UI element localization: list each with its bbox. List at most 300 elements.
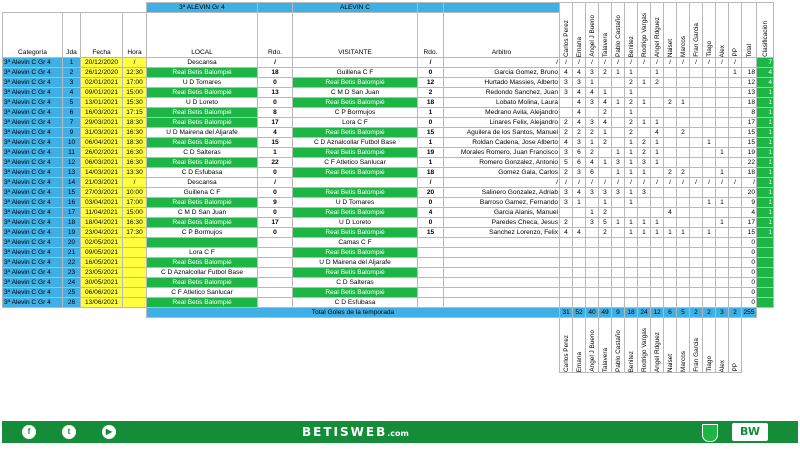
cell-clasificacion: 1 bbox=[757, 118, 774, 128]
cell-total: 15 bbox=[742, 228, 757, 238]
cell-goals bbox=[638, 88, 651, 98]
col-player-5: Pablo Castaño bbox=[612, 3, 625, 58]
cell-goals: 1 bbox=[651, 218, 664, 228]
cell-rdo-local bbox=[258, 238, 293, 248]
cell-clasificacion: 1 bbox=[757, 188, 774, 198]
cell-arbitro bbox=[444, 238, 560, 248]
cell-categoria: 3ª Alevin C Gr 4 bbox=[3, 138, 63, 148]
cell-goals: 1 bbox=[638, 168, 651, 178]
cell-goals: 2 bbox=[560, 218, 573, 228]
cell-hora: 17:00 bbox=[123, 198, 147, 208]
cell-goals bbox=[677, 108, 690, 118]
cell-goals: 2 bbox=[625, 118, 638, 128]
cell-jornada: 24 bbox=[63, 278, 81, 288]
cell-goals bbox=[560, 208, 573, 218]
table-row bbox=[3, 198, 774, 208]
cell-goals bbox=[729, 288, 742, 298]
cell-goals: 4 bbox=[573, 188, 586, 198]
table-row bbox=[3, 188, 774, 198]
cell-goals: 4 bbox=[664, 208, 677, 218]
cell-goals bbox=[690, 128, 703, 138]
cell-goals: 4 bbox=[560, 228, 573, 238]
cell-arbitro bbox=[444, 278, 560, 288]
cell-rdo-visitante: 0 bbox=[418, 68, 444, 78]
cell-visitante bbox=[293, 58, 418, 68]
cell-clasificacion: 4 bbox=[757, 68, 774, 78]
cell-goals bbox=[703, 118, 716, 128]
cell-visitante: U D Tomares bbox=[293, 198, 418, 208]
cell-goals: 4 bbox=[573, 98, 586, 108]
cell-local: Descansa bbox=[147, 58, 258, 68]
cell-hora bbox=[123, 288, 147, 298]
cell-clasificacion: 1 bbox=[757, 98, 774, 108]
cell-visitante: Real Betis Balompié bbox=[293, 78, 418, 88]
cell-local: Real Betis Balompié bbox=[147, 298, 258, 308]
cell-jornada: 13 bbox=[63, 168, 81, 178]
cell-goals bbox=[690, 228, 703, 238]
cell-rdo-visitante bbox=[418, 268, 444, 278]
cell-goals: 1 bbox=[599, 158, 612, 168]
cell-hora bbox=[123, 278, 147, 288]
cell-goals bbox=[573, 238, 586, 248]
table-row bbox=[3, 238, 774, 248]
cell-hora: 18:30 bbox=[123, 118, 147, 128]
cell-total: 22 bbox=[742, 158, 757, 168]
cell-goals: 4 bbox=[573, 118, 586, 128]
cell-goals bbox=[677, 278, 690, 288]
cell-total: 0 bbox=[742, 288, 757, 298]
cell-goals bbox=[729, 138, 742, 148]
cell-hora: 18:30 bbox=[123, 138, 147, 148]
cell-rdo-visitante: 15 bbox=[418, 128, 444, 138]
cell-goals: 3 bbox=[573, 138, 586, 148]
col-local: LOCAL bbox=[147, 13, 258, 58]
cell-visitante: Real Betis Balompié bbox=[293, 208, 418, 218]
cell-goals: / bbox=[716, 58, 729, 68]
cell-fecha: 11/04/2021 bbox=[81, 208, 123, 218]
cell-goals bbox=[703, 298, 716, 308]
cell-rdo-local bbox=[258, 278, 293, 288]
cell-fecha: 03/04/2021 bbox=[81, 198, 123, 208]
cell-jornada: 10 bbox=[63, 138, 81, 148]
table-row bbox=[3, 108, 774, 118]
total-value: 2 bbox=[690, 308, 703, 318]
table-row bbox=[3, 138, 774, 148]
cell-goals: / bbox=[573, 58, 586, 68]
cell-goals bbox=[573, 218, 586, 228]
cell-rdo-local: / bbox=[258, 58, 293, 68]
col-player-11: Fran Garcia bbox=[690, 3, 703, 58]
cell-arbitro bbox=[444, 258, 560, 268]
cell-goals: 1 bbox=[651, 68, 664, 78]
cell-categoria: 3ª Alevin C Gr 4 bbox=[3, 178, 63, 188]
cell-goals: 3 bbox=[560, 78, 573, 88]
cell-jornada: 14 bbox=[63, 178, 81, 188]
cell-goals bbox=[612, 128, 625, 138]
cell-fecha: 23/04/2021 bbox=[81, 228, 123, 238]
cell-goals bbox=[573, 288, 586, 298]
cell-hora: 16:30 bbox=[123, 148, 147, 158]
cell-goals bbox=[599, 278, 612, 288]
cell-goals bbox=[703, 218, 716, 228]
cell-total: 9 bbox=[742, 198, 757, 208]
cell-goals: 1 bbox=[716, 168, 729, 178]
cell-categoria: 3ª Alevin C Gr 4 bbox=[3, 278, 63, 288]
cell-fecha: 21/03/2021 bbox=[81, 178, 123, 188]
cell-goals bbox=[690, 188, 703, 198]
cell-goals: 2 bbox=[586, 128, 599, 138]
cell-local: Real Betis Balompié bbox=[147, 138, 258, 148]
cell-rdo-local: 18 bbox=[258, 68, 293, 78]
cell-rdo-visitante: 0 bbox=[418, 218, 444, 228]
cell-clasificacion: 1 bbox=[757, 108, 774, 118]
cell-goals bbox=[729, 188, 742, 198]
table-row bbox=[3, 68, 774, 78]
cell-rdo-local: 8 bbox=[258, 108, 293, 118]
cell-goals bbox=[729, 198, 742, 208]
cell-goals: 6 bbox=[573, 148, 586, 158]
cell-goals bbox=[586, 268, 599, 278]
cell-visitante: U D Loreto bbox=[293, 218, 418, 228]
cell-fecha: 06/03/2021 bbox=[81, 158, 123, 168]
cell-goals bbox=[690, 88, 703, 98]
twitter-icon[interactable]: t bbox=[62, 425, 76, 439]
cell-categoria: 3ª Alevin C Gr 4 bbox=[3, 78, 63, 88]
table-row bbox=[3, 208, 774, 218]
cell-categoria: 3ª Alevin C Gr 4 bbox=[3, 118, 63, 128]
cell-goals bbox=[586, 248, 599, 258]
cell-goals bbox=[729, 158, 742, 168]
cell-goals bbox=[677, 148, 690, 158]
cell-goals: / bbox=[664, 178, 677, 188]
cell-goals bbox=[716, 258, 729, 268]
table-row bbox=[3, 258, 774, 268]
cell-goals: 1 bbox=[612, 148, 625, 158]
cell-jornada: 3 bbox=[63, 78, 81, 88]
cell-local: Real Betis Balompié bbox=[147, 218, 258, 228]
cell-goals: 4 bbox=[573, 228, 586, 238]
cell-goals: 1 bbox=[625, 138, 638, 148]
cell-categoria: 3ª Alevin C Gr 4 bbox=[3, 68, 63, 78]
cell-goals bbox=[612, 248, 625, 258]
cell-rdo-visitante: 15 bbox=[418, 228, 444, 238]
cell-visitante: Real Betis Balompié bbox=[293, 248, 418, 258]
cell-visitante: C D Aznalcollar Futbol Base bbox=[293, 138, 418, 148]
table-row bbox=[3, 78, 774, 88]
cell-goals bbox=[729, 148, 742, 158]
cell-hora: 12:30 bbox=[123, 68, 147, 78]
cell-hora: 17:00 bbox=[123, 78, 147, 88]
cell-goals bbox=[703, 248, 716, 258]
cell-goals: / bbox=[638, 58, 651, 68]
cell-goals bbox=[612, 268, 625, 278]
cell-goals: 3 bbox=[573, 78, 586, 88]
cell-hora: 16:30 bbox=[123, 158, 147, 168]
cell-hora: 13:30 bbox=[123, 168, 147, 178]
cell-fecha: 13/06/2021 bbox=[81, 298, 123, 308]
cell-arbitro bbox=[444, 288, 560, 298]
cell-visitante: Real Betis Balompié bbox=[293, 168, 418, 178]
cell-goals: 3 bbox=[586, 218, 599, 228]
cell-goals bbox=[638, 298, 651, 308]
cell-goals bbox=[690, 98, 703, 108]
cell-goals bbox=[716, 298, 729, 308]
cell-goals: / bbox=[625, 58, 638, 68]
cell-categoria: 3ª Alevin C Gr 4 bbox=[3, 268, 63, 278]
cell-goals: / bbox=[651, 178, 664, 188]
cell-rdo-visitante bbox=[418, 248, 444, 258]
cell-goals: 4 bbox=[560, 138, 573, 148]
cell-jornada: 9 bbox=[63, 128, 81, 138]
cell-hora: 15:00 bbox=[123, 208, 147, 218]
cell-categoria: 3ª Alevin C Gr 4 bbox=[3, 88, 63, 98]
table-row bbox=[3, 228, 774, 238]
cell-goals: 3 bbox=[586, 188, 599, 198]
cell-goals bbox=[573, 278, 586, 288]
team-title: ALEVIN C bbox=[293, 3, 418, 13]
cell-local: Real Betis Balompié bbox=[147, 278, 258, 288]
cell-visitante: Real Betis Balompié bbox=[293, 228, 418, 238]
cell-goals: / bbox=[599, 178, 612, 188]
col-rdo-visitante: Rdo. bbox=[418, 13, 444, 58]
cell-fecha: 02/01/2021 bbox=[81, 78, 123, 88]
total-value: 3 bbox=[716, 308, 729, 318]
youtube-icon[interactable]: ▶ bbox=[102, 425, 116, 439]
total-value: 2 bbox=[729, 308, 742, 318]
totals-row bbox=[3, 308, 774, 318]
cell-goals bbox=[729, 88, 742, 98]
cell-goals: 3 bbox=[612, 188, 625, 198]
cell-goals bbox=[573, 248, 586, 258]
cell-fecha: 30/05/2021 bbox=[81, 278, 123, 288]
cell-goals bbox=[716, 278, 729, 288]
cell-local: U D Loreto bbox=[147, 98, 258, 108]
cell-goals: 2 bbox=[560, 168, 573, 178]
cell-clasificacion: 1 bbox=[757, 198, 774, 208]
cell-clasificacion bbox=[757, 268, 774, 278]
col-rdo-local: Rdo. bbox=[258, 13, 293, 58]
cell-arbitro: Lobato Molina, Laura bbox=[444, 98, 560, 108]
footer-player-label: Emana bbox=[573, 318, 586, 373]
fixtures-table bbox=[2, 2, 774, 373]
cell-jornada: 18 bbox=[63, 218, 81, 228]
cell-goals: / bbox=[638, 178, 651, 188]
cell-hora bbox=[123, 248, 147, 258]
cell-goals: / bbox=[703, 178, 716, 188]
cell-goals bbox=[664, 88, 677, 98]
cell-clasificacion bbox=[757, 238, 774, 248]
cell-goals: 1 bbox=[716, 148, 729, 158]
cell-goals bbox=[677, 78, 690, 88]
cell-fecha: 26/02/2021 bbox=[81, 148, 123, 158]
cell-goals bbox=[677, 248, 690, 258]
total-value: 255 bbox=[743, 309, 755, 316]
cell-clasificacion bbox=[757, 288, 774, 298]
cell-goals bbox=[625, 298, 638, 308]
footer-player-label: Talavera bbox=[599, 318, 612, 373]
cell-goals: 5 bbox=[560, 158, 573, 168]
cell-total: 15 bbox=[742, 128, 757, 138]
cell-hora: 17:30 bbox=[123, 228, 147, 238]
cell-rdo-visitante bbox=[418, 258, 444, 268]
cell-goals: 5 bbox=[599, 218, 612, 228]
cell-goals bbox=[664, 298, 677, 308]
cell-goals: 1 bbox=[625, 68, 638, 78]
cell-goals bbox=[560, 298, 573, 308]
facebook-icon[interactable]: f bbox=[22, 425, 36, 439]
cell-jornada: 17 bbox=[63, 208, 81, 218]
cell-visitante: C D Salteras bbox=[293, 278, 418, 288]
cell-goals bbox=[612, 88, 625, 98]
cell-rdo-visitante: / bbox=[418, 178, 444, 188]
cell-local: Real Betis Balompié bbox=[147, 158, 258, 168]
cell-goals bbox=[703, 108, 716, 118]
cell-visitante: Real Betis Balompié bbox=[293, 148, 418, 158]
cell-fecha: 29/03/2021 bbox=[81, 118, 123, 128]
col-categoria: Categoría bbox=[3, 13, 63, 58]
cell-fecha: 18/04/2021 bbox=[81, 218, 123, 228]
cell-goals bbox=[690, 208, 703, 218]
cell-clasificacion: 1 bbox=[757, 88, 774, 98]
col-player-9: Naiset bbox=[664, 3, 677, 58]
cell-local: Lora C F bbox=[147, 248, 258, 258]
cell-rdo-local: 0 bbox=[258, 78, 293, 88]
cell-goals: 1 bbox=[625, 148, 638, 158]
cell-goals bbox=[599, 238, 612, 248]
cell-goals bbox=[586, 228, 599, 238]
cell-goals bbox=[677, 208, 690, 218]
cell-goals: 4 bbox=[586, 88, 599, 98]
cell-goals: 2 bbox=[599, 68, 612, 78]
cell-local: Descansa bbox=[147, 178, 258, 188]
cell-fecha: 14/03/2021 bbox=[81, 168, 123, 178]
cell-visitante: U D Mairena del Aljarafe bbox=[293, 258, 418, 268]
cell-visitante: Real Betis Balompié bbox=[293, 128, 418, 138]
table-row bbox=[3, 118, 774, 128]
cell-rdo-visitante bbox=[418, 298, 444, 308]
table-row bbox=[3, 248, 774, 258]
cell-rdo-local: 1 bbox=[258, 148, 293, 158]
cell-visitante: C M D San Juan bbox=[293, 88, 418, 98]
cell-goals: 3 bbox=[638, 188, 651, 198]
col-visitante: VISITANTE bbox=[293, 13, 418, 58]
cell-local: C M D San Juan bbox=[147, 208, 258, 218]
cell-goals: / bbox=[729, 178, 742, 188]
cell-goals: 4 bbox=[586, 158, 599, 168]
cell-total: / bbox=[742, 178, 757, 188]
cell-jornada: 7 bbox=[63, 118, 81, 128]
cell-goals bbox=[651, 248, 664, 258]
cell-goals bbox=[651, 198, 664, 208]
col-pp: PP bbox=[729, 3, 742, 58]
table-row bbox=[3, 128, 774, 138]
cell-categoria: 3ª Alevin C Gr 4 bbox=[3, 208, 63, 218]
cell-goals bbox=[703, 208, 716, 218]
cell-total bbox=[742, 58, 757, 68]
cell-goals: / bbox=[690, 178, 703, 188]
cell-goals bbox=[664, 248, 677, 258]
cell-goals: 2 bbox=[560, 128, 573, 138]
cell-goals bbox=[690, 198, 703, 208]
cell-goals bbox=[729, 98, 742, 108]
cell-arbitro: Paredes Checa, Jesus bbox=[444, 218, 560, 228]
col-player-1: Carlos Perez bbox=[560, 3, 573, 58]
cell-goals bbox=[664, 158, 677, 168]
cell-fecha: 26/12/2020 bbox=[81, 68, 123, 78]
cell-total: 0 bbox=[742, 238, 757, 248]
cell-goals bbox=[612, 278, 625, 288]
cell-jornada: 19 bbox=[63, 228, 81, 238]
cell-categoria: 3ª Alevin C Gr 4 bbox=[3, 168, 63, 178]
cell-goals bbox=[560, 248, 573, 258]
cell-hora bbox=[123, 298, 147, 308]
cell-goals: 1 bbox=[703, 138, 716, 148]
cell-goals bbox=[729, 168, 742, 178]
cell-goals bbox=[599, 168, 612, 178]
cell-goals bbox=[729, 268, 742, 278]
cell-goals bbox=[664, 148, 677, 158]
cell-categoria: 3ª Alevin C Gr 4 bbox=[3, 148, 63, 158]
cell-jornada: 22 bbox=[63, 258, 81, 268]
cell-goals bbox=[677, 158, 690, 168]
cell-goals bbox=[703, 78, 716, 88]
cell-goals bbox=[651, 88, 664, 98]
cell-goals bbox=[560, 98, 573, 108]
cell-total: 20 bbox=[742, 188, 757, 198]
cell-goals bbox=[677, 238, 690, 248]
betis-crest-icon bbox=[702, 424, 718, 442]
cell-categoria: 3ª Alevin C Gr 4 bbox=[3, 188, 63, 198]
cell-goals bbox=[573, 268, 586, 278]
cell-goals: 1 bbox=[677, 228, 690, 238]
cell-goals bbox=[638, 198, 651, 208]
total-value: 52 bbox=[573, 308, 586, 318]
cell-goals bbox=[703, 158, 716, 168]
cell-goals bbox=[638, 248, 651, 258]
cell-arbitro: Gomez Gala, Carlos bbox=[444, 168, 560, 178]
cell-goals: 1 bbox=[651, 118, 664, 128]
cell-goals bbox=[729, 108, 742, 118]
footer-banner bbox=[2, 421, 798, 443]
cell-goals bbox=[703, 278, 716, 288]
cell-rdo-local bbox=[258, 248, 293, 258]
cell-goals bbox=[690, 158, 703, 168]
cell-goals bbox=[690, 118, 703, 128]
cell-goals: 2 bbox=[651, 78, 664, 88]
table-row bbox=[3, 178, 774, 188]
cell-goals bbox=[664, 278, 677, 288]
cell-goals bbox=[560, 258, 573, 268]
cell-goals bbox=[664, 288, 677, 298]
cell-rdo-visitante: 20 bbox=[418, 188, 444, 198]
cell-goals: / bbox=[599, 58, 612, 68]
footer-player-labels bbox=[3, 318, 774, 373]
total-value: 40 bbox=[586, 308, 599, 318]
cell-goals bbox=[703, 148, 716, 158]
cell-jornada: 21 bbox=[63, 248, 81, 258]
cell-goals: 1 bbox=[625, 168, 638, 178]
cell-goals bbox=[690, 108, 703, 118]
cell-arbitro: Medrano Avila, Alejandro bbox=[444, 108, 560, 118]
cell-goals: 1 bbox=[703, 228, 716, 238]
footer-player-label: Benitez bbox=[625, 318, 638, 373]
cell-goals bbox=[716, 68, 729, 78]
cell-arbitro: Hurtado Massies, Alberto bbox=[444, 78, 560, 88]
cell-visitante: C F Atletico Sanlucar bbox=[293, 158, 418, 168]
cell-goals: 1 bbox=[638, 218, 651, 228]
cell-fecha: 27/03/2021 bbox=[81, 188, 123, 198]
cell-goals: 3 bbox=[560, 148, 573, 158]
